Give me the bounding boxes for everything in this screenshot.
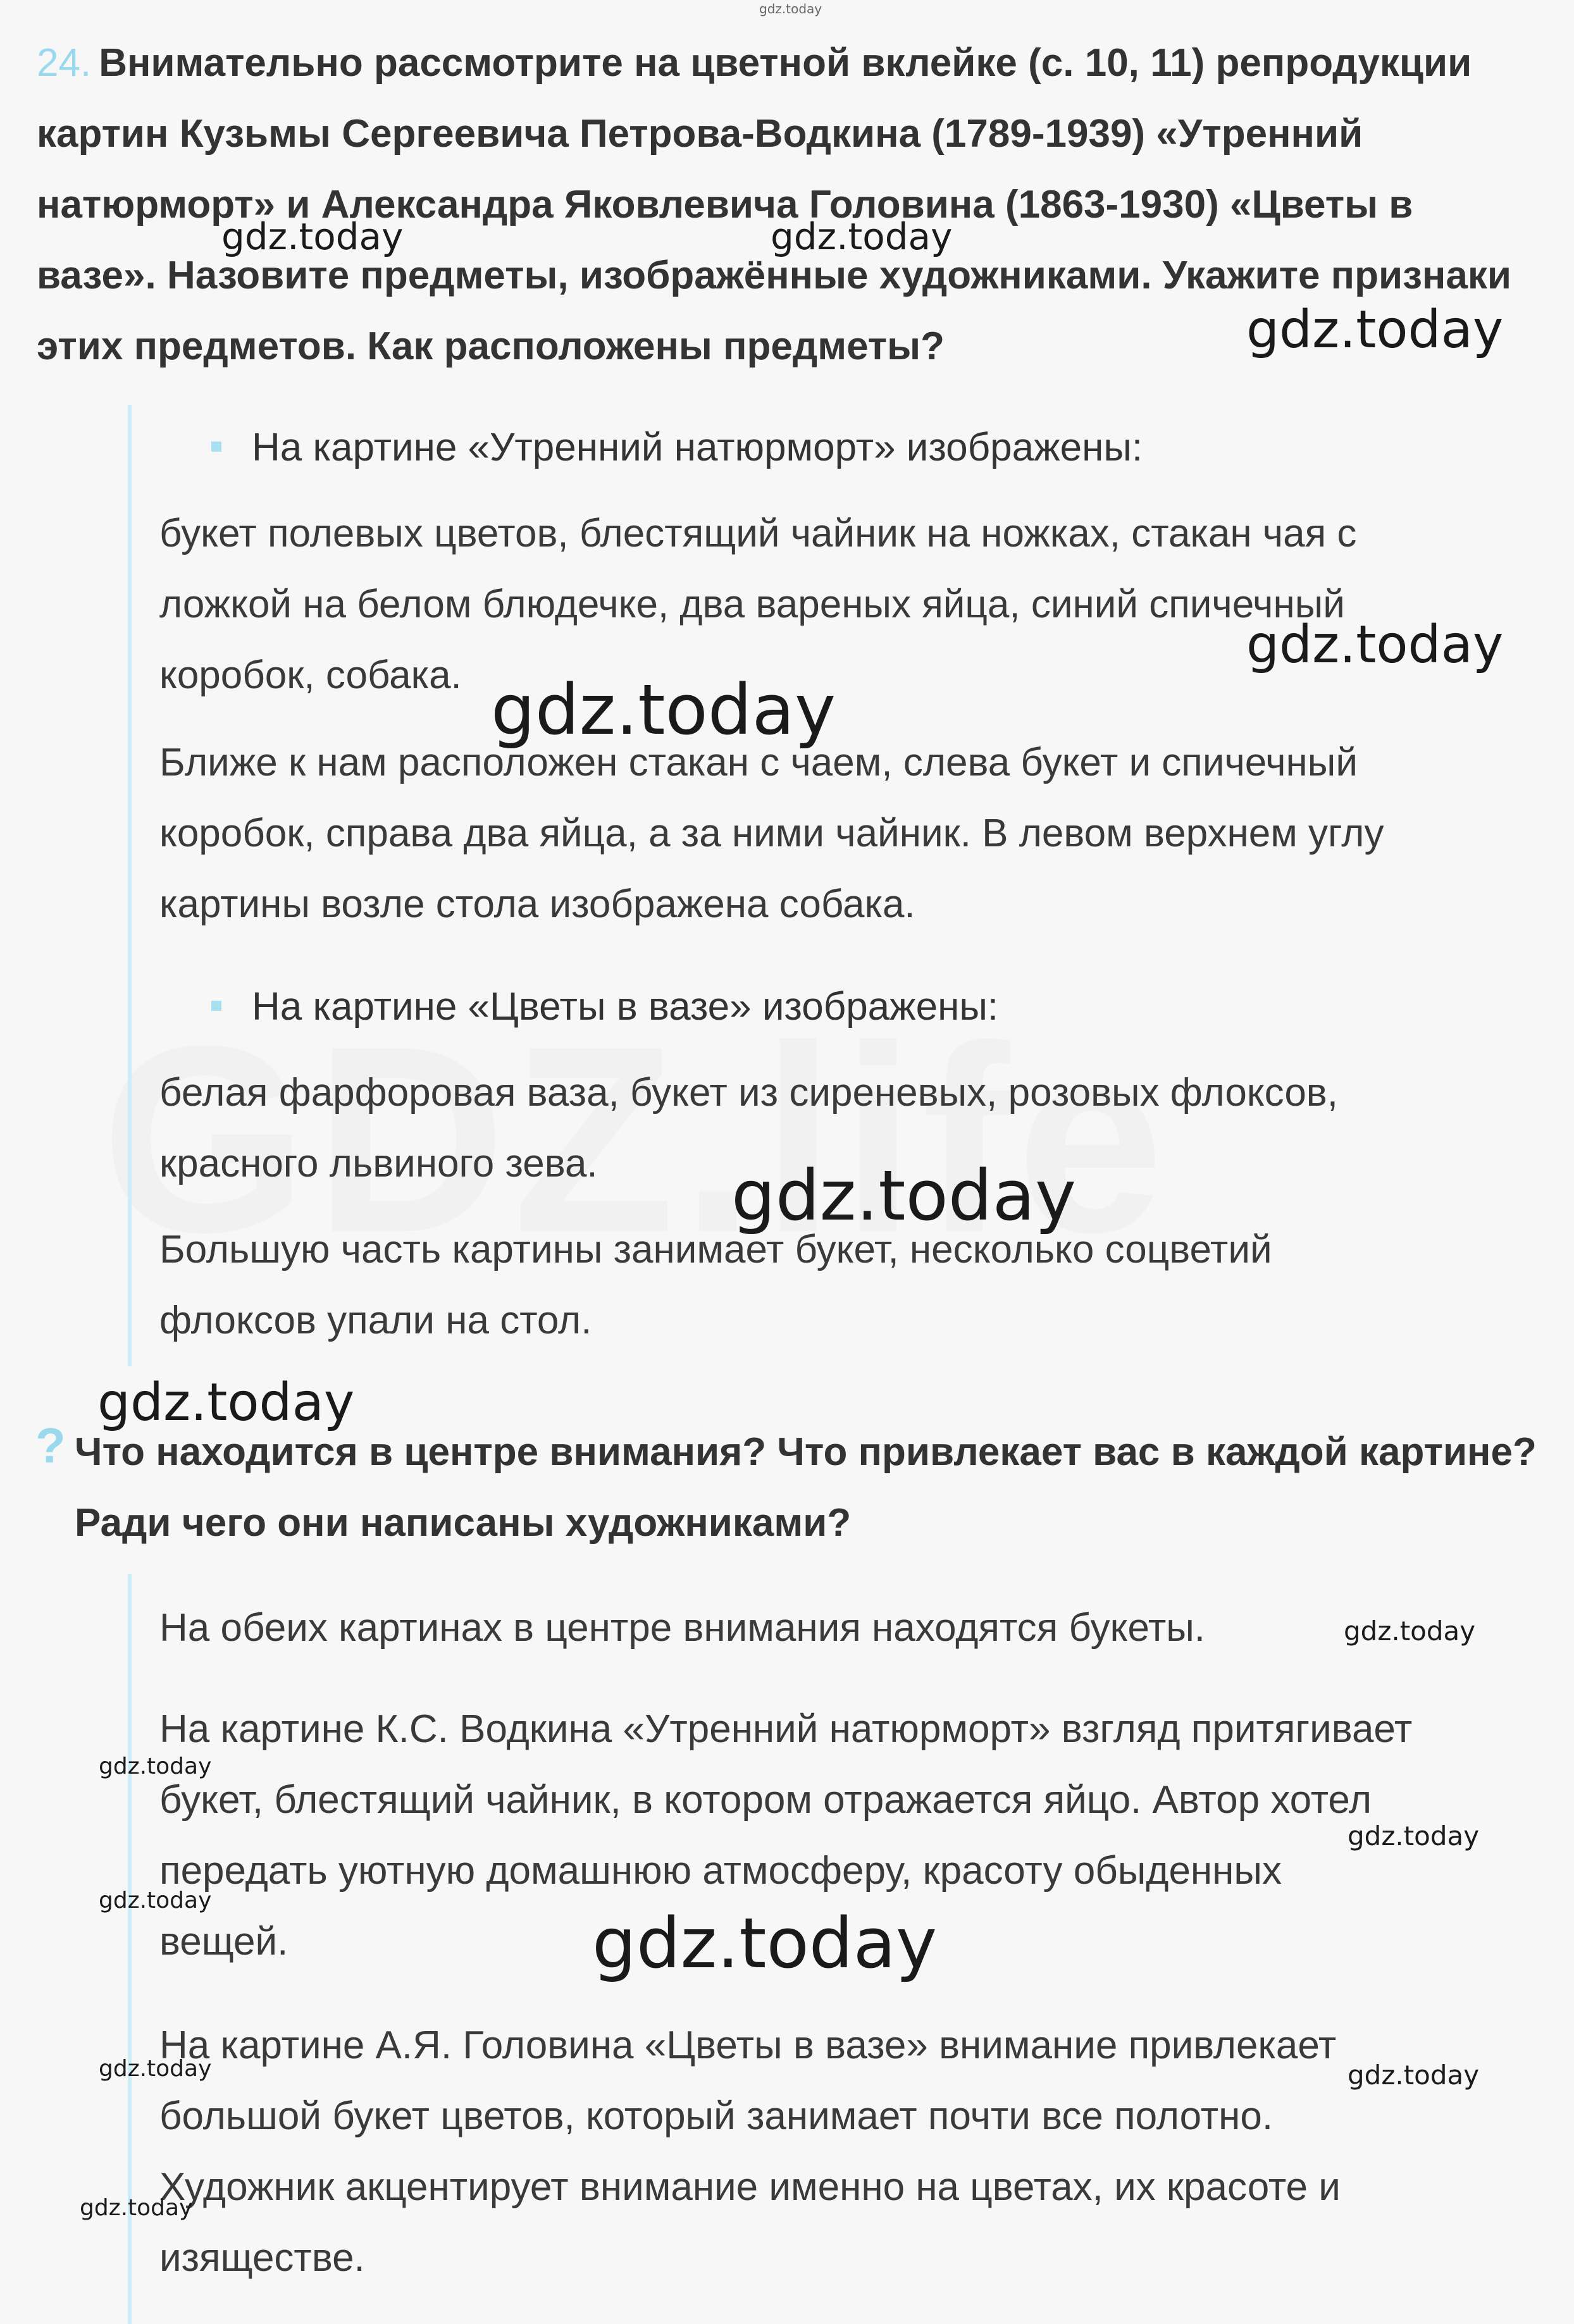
answer2-para3: На картине А.Я. Головина «Цветы в вазе» внимание привлекает большой букет цветов, который занимает почти все полотно. Художник акцентирует внимание именно на цветах, их красоте и изяществе. bbox=[159, 2024, 1341, 2280]
answer1-para2: Ближе к нам расположен стакан с чаем, слева букет и спичечный коробок, справа два яйца, а за ними чайник. В левом верхнем углу картины возле стола изображена собака. bbox=[159, 741, 1384, 926]
answer1-bullet1: На картине «Утренний натюрморт» изображены: bbox=[211, 412, 1143, 483]
watermark: gdz.today bbox=[592, 1903, 938, 1984]
answer1-bullet2: На картине «Цветы в вазе» изображены: bbox=[211, 972, 998, 1042]
task-line-5: этих предметов. Как расположены предметы? bbox=[37, 324, 945, 368]
watermark: gdz.today bbox=[1246, 615, 1504, 675]
watermark: gdz.today bbox=[771, 215, 953, 258]
task-line-4: вазе». Назовите предметы, изображённые художниками. Укажите признаки bbox=[37, 254, 1511, 297]
watermark: gdz.today bbox=[1344, 1616, 1476, 1647]
bullet-square-icon bbox=[211, 442, 221, 452]
task-number: 24. bbox=[37, 41, 92, 85]
answer1-para1: букет полевых цветов, блестящий чайник на ножках, стакан чая с ложкой на белом блюдечке, два вареных яйца, синий спичечный коробок, собака. bbox=[159, 512, 1357, 697]
answer1-para4: Большую часть картины занимает букет, несколько соцветий флоксов упали на стол. bbox=[159, 1228, 1272, 1342]
watermark: gdz.today bbox=[80, 2195, 193, 2221]
answer1-bar bbox=[128, 405, 132, 1366]
task-line-3: натюрморт» и Александра Яковлевича Головина (1863-1930) «Цветы в bbox=[37, 183, 1413, 226]
watermark: gdz.today bbox=[97, 1373, 355, 1433]
watermark: gdz.today bbox=[491, 669, 836, 750]
question-text: Что находится в центре внимания? Что привлекает вас в каждой картине? Ради чего они написаны художниками? bbox=[75, 1430, 1537, 1545]
task-line-2: картин Кузьмы Сергеевича Петрова-Водкина (1789-1939) «Утренний bbox=[37, 112, 1363, 156]
answer1-para3: белая фарфоровая ваза, букет из сиреневых, розовых флоксов, красного львиного зева. bbox=[159, 1071, 1338, 1185]
bullet-square-icon bbox=[211, 1001, 221, 1011]
question-mark-icon: ? bbox=[35, 1418, 66, 1473]
watermark: gdz.today bbox=[99, 2056, 212, 2082]
task-line-1: 24. Внимательно рассмотрите на цветной вклейке (с. 10, 11) репродукции bbox=[37, 41, 1472, 85]
watermark: gdz.today bbox=[99, 1753, 212, 1779]
watermark: gdz.today bbox=[1246, 300, 1504, 360]
watermark: gdz.today bbox=[731, 1155, 1077, 1236]
answer2-para1: На обеих картинах в центре внимания находятся букеты. bbox=[159, 1606, 1206, 1650]
top-watermark: gdz.today bbox=[759, 1, 822, 16]
answer2-para2: На картине К.С. Водкина «Утренний натюрморт» взгляд притягивает букет, блестящий чайник, в котором отражается яйцо. Автор хотел передать уютную домашнюю атмосферу, красоту обыденных вещей. bbox=[159, 1707, 1413, 1963]
watermark: gdz.today bbox=[221, 215, 404, 258]
watermark: gdz.today bbox=[1348, 2060, 1480, 2091]
watermark: gdz.today bbox=[99, 1888, 212, 1913]
watermark: gdz.today bbox=[1348, 1820, 1480, 1851]
